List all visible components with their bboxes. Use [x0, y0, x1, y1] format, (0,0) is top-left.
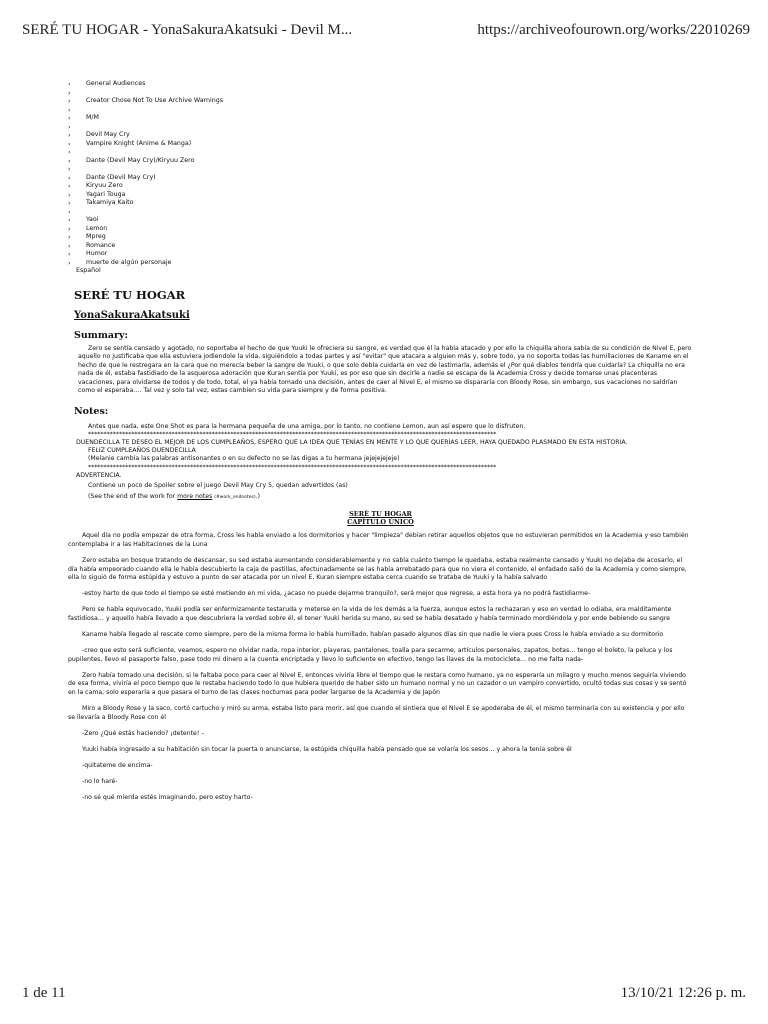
story-paragraph: -quitateme de encima- — [82, 762, 153, 770]
more-notes-anchor: (#work_endnotes) — [214, 495, 256, 501]
tag-relationship[interactable]: › Dante (Devil May Cry)/Kiryuu Zero — [68, 157, 693, 166]
story-paragraph: Zero había tomado una decisión, si le faltaba poco para caer al Nivel E, entonces viviría libre el tiempo que le restara como humano, ya no esperaría un milagro y mucho menos seguiría viviendo de esa forma, viviría el poco tiempo que le restaba haciendo todo lo que hubiera querido de haber sido un humano normal y no un cazador o un vampiro convertido, ocultó todas sus cosas y se sentó en la cama, solo esperaría a que pasara el turno de las clases nocturnas para poder largarse de la Academia y de Japón — [68, 671, 687, 697]
work-page — [68, 80, 693, 810]
story-text — [68, 532, 693, 802]
story-paragraph: -Zero ¿Qué estás haciendo? ¡detente! – — [82, 729, 205, 737]
tag-character[interactable]: › Kiryuu Zero — [68, 182, 693, 191]
tag-gap — [68, 148, 693, 157]
tag-freeform[interactable]: › Mpreg — [68, 233, 693, 242]
print-header — [22, 22, 750, 42]
tag-character[interactable]: › Takamiya Kaito — [68, 199, 693, 208]
chapter-title: SERÉ TU HOGAR — [349, 510, 412, 519]
summary-text: Zero se sentía cansado y agotado, no soportaba el hecho de que Yuuki le ofreciera su sangre, es verdad que él la había atacado y por ello la chiquilla ahora sabía de su condición de Nivel E, pero aquello no justificaba que ella estuviera jodiendole la vida, siguiéndolo a todas partes y así "evitar" que atacara a alguien más y, sobre todo, ya no soporta todas las humillaciones de Kaname en el hecho de que le restregara en la cara que no merecía beber la sangre de Yuuki, o que solo debía cuidarla en vez de lastimarla, además el ¿Por qué diablos tendría que cuidarla? La chiquilla no era nada de él, estaba fastidiado de la asquerosa adoración que Kuran sentía por Yuuki, es por eso que sin decirle a nadie se escapa de la Academia Cross y decide tomarse unas placenteras vacaciones, para olvidarse de todos y de todo, total, el ya había tomado una decisión, antes de caer al Nivel E, el mismo se dispararía con Bloody Rose, sin embargo, sus vacaciones no saldrían como el esperaba…. Tal vez y solo tal vez, estas cambien su vida para siempre y de forma positiva. — [78, 344, 692, 394]
tag-gap — [68, 123, 693, 132]
story-paragraph: Zero estaba en bosque tratando de descansar, su sed estaba aumentando considerablemente y no sabía cuánto tiempo le quedaba, estaba realmente cansado y Yuuki no dejaba de acosarlo, el día había empeorado cuando ella le había descubierto la caja de pastillas, afectunadamente se las había arrebatado para que no viera el contenido, el enfadado salió de la Academia y como siempre, ella lo siguió de forma estúpida y estuvo a punto de ser atacada por un nivel E, Kuran siempre estaba cerca cuando se trataba de Yuuki y la había salvado — [68, 557, 687, 582]
print-datetime: 13/10/21 12:26 p. m. — [620, 985, 746, 1001]
tag-character[interactable]: › Yagari Touga — [68, 191, 693, 200]
chapter-heading — [68, 510, 693, 526]
notes-melanie: (Melanie cambia las palabras antisonantes o en su defecto no se las digas a tu hermana jejejejejeje) — [88, 455, 400, 463]
work-author-link[interactable]: YonaSakuraAkatsuki — [74, 309, 190, 321]
tag-fandom[interactable]: › Devil May Cry — [68, 131, 693, 140]
see-end-prefix: (See the end of the work for — [88, 493, 178, 501]
notes-block — [68, 423, 693, 503]
story-paragraph: Miro a Bloody Rose y la saco, cortó cartucho y miró su arma, estaba listo para morir, así que cuando el sintiera que el Nivel E se apoderaba de él, el mismo terminaría con su existencia y por ello se llevaría a Bloody Rose con él — [68, 705, 685, 721]
tag-fandom[interactable]: › Vampire Knight (Anime & Manga) — [68, 140, 693, 149]
work-tags — [68, 80, 693, 267]
tag-freeform[interactable]: › Humor — [68, 250, 693, 259]
summary-block — [78, 345, 693, 396]
story-paragraph: Kaname había llegado al rescate como siempre, pero de la misma forma lo había humillado, habían pasado algunos días sin que nadie le viera pues Cross le había enviado a su dormitorio — [82, 631, 664, 639]
tag-gap — [68, 89, 693, 98]
story-paragraph: Aquel día no podía empezar de otra forma, Cross les había enviado a los dormitorios y hacer "limpieza" debían retirar aquellos objetos que no estuvieran permitidos en la Academia y eso también contemplaba ir a las Habitaciones de la Luna — [68, 532, 689, 548]
tag-category[interactable]: › M/M — [68, 114, 693, 123]
page-counter: 1 de 11 — [22, 985, 66, 1001]
tag-gap — [68, 165, 693, 174]
notes-separator: ************************************************************************************************************************************ — [88, 430, 497, 438]
notes-line: Antes que nada, este One Shot es para la hermana pequeña de una amiga, por lo tanto, no contiene Lemon, aun así espero que lo disfruten. — [88, 422, 526, 430]
see-end-suffix: .) — [255, 493, 261, 501]
story-paragraph: -estoy harto de que todo el tiempo se esté metiendo en mi vida, ¿acaso no puede dejarme tranquilo?, será mejor que regrese, a esta hora ya no podrá fastidiarme- — [82, 590, 591, 598]
tag-freeform[interactable]: › muerte de algún personaje — [68, 259, 693, 268]
notes-warning-text: Contiene un poco de Spoiler sobre el juego Devil May Cry 5, quedan advertidos (as) — [88, 481, 348, 489]
notes-see-end — [68, 493, 693, 502]
story-paragraph: Pero se había equivocado, Yuuki podía ser enfermizamente testaruda y meterse en la vida de los demás a la fuerza, aunque estos la rechazaran y eso en verdad lo odiaba, era malditamente fastidiosa… y aquello había llevado a que descubriera la verdad sobre él, el tener Yuuki herida su mano, su sed se había desatado y había terminado mordiéndola y por ende bebiendo su sangre — [68, 606, 672, 622]
print-header-title: SERÉ TU HOGAR - YonaSakuraAkatsuki - Devil M... — [22, 22, 353, 38]
tag-character[interactable]: › Dante (Devil May Cry) — [68, 174, 693, 183]
tag-freeform[interactable]: › Lemon — [68, 225, 693, 234]
notes-birthday: FELIZ CUMPLEAÑOS DUENDECILLA — [88, 447, 196, 455]
work-title: SERÉ TU HOGAR — [74, 287, 186, 302]
print-footer — [22, 985, 746, 1005]
tag-gap — [68, 106, 693, 115]
story-paragraph: Yuuki había ingresado a su habitación sin tocar la puerta o anunciarse, la estúpida chiquilla había pensado que se volaría los sesos… y ahora la tenía sobre él — [82, 745, 572, 753]
story-paragraph: -no lo haré- — [82, 778, 118, 786]
notes-heading: Notes: — [74, 405, 109, 417]
story-paragraph: -creo que esto será suficiente, veamos, espero no olvidar nada, ropa interior, playeras, pantalones, toalla para secarme, artículos personales, zapatos, botas… tengo el boleto, la peluca y los pupilentes, llevo el pasaporte falso, pase todo mi dinero a la cuenta encriptada y llevo lo suficiente en efectivo, tengo las llaves de la motocicleta… no me falta nada- — [68, 647, 673, 663]
story-paragraph: -no sé qué mierda estés imaginando, pero estoy harto- — [82, 794, 253, 802]
notes-birthday-message: DUENDECILLA TE DESEO EL MEJOR DE LOS CUMPLEAÑOS, ESPERO QUE LA IDEA QUE TENÍAS EN MENTE Y LO QUE QUERÍAS LEER, HAYA QUEDADO PLASMADO EN ESTA HISTORIA. — [76, 438, 628, 446]
work-language: Español — [76, 267, 101, 274]
more-notes-link[interactable]: more notes — [177, 493, 213, 501]
tag-rating[interactable]: › General Audiences — [68, 80, 693, 89]
print-header-url[interactable]: https://archiveofourown.org/works/22010269 — [477, 22, 750, 38]
tag-freeform[interactable]: › Yaoi — [68, 216, 693, 225]
tag-freeform[interactable]: › Romance — [68, 242, 693, 251]
summary-heading: Summary: — [74, 329, 129, 341]
tag-warning[interactable]: › Creator Chose Not To Use Archive Warnings — [68, 97, 693, 106]
notes-separator: ************************************************************************************************************************************ — [88, 463, 497, 471]
chapter-subtitle: CAPÍTULO ÚNICO — [347, 518, 414, 527]
notes-warning-title: ADVERTENCIA. — [76, 471, 122, 479]
tag-gap — [68, 208, 693, 217]
